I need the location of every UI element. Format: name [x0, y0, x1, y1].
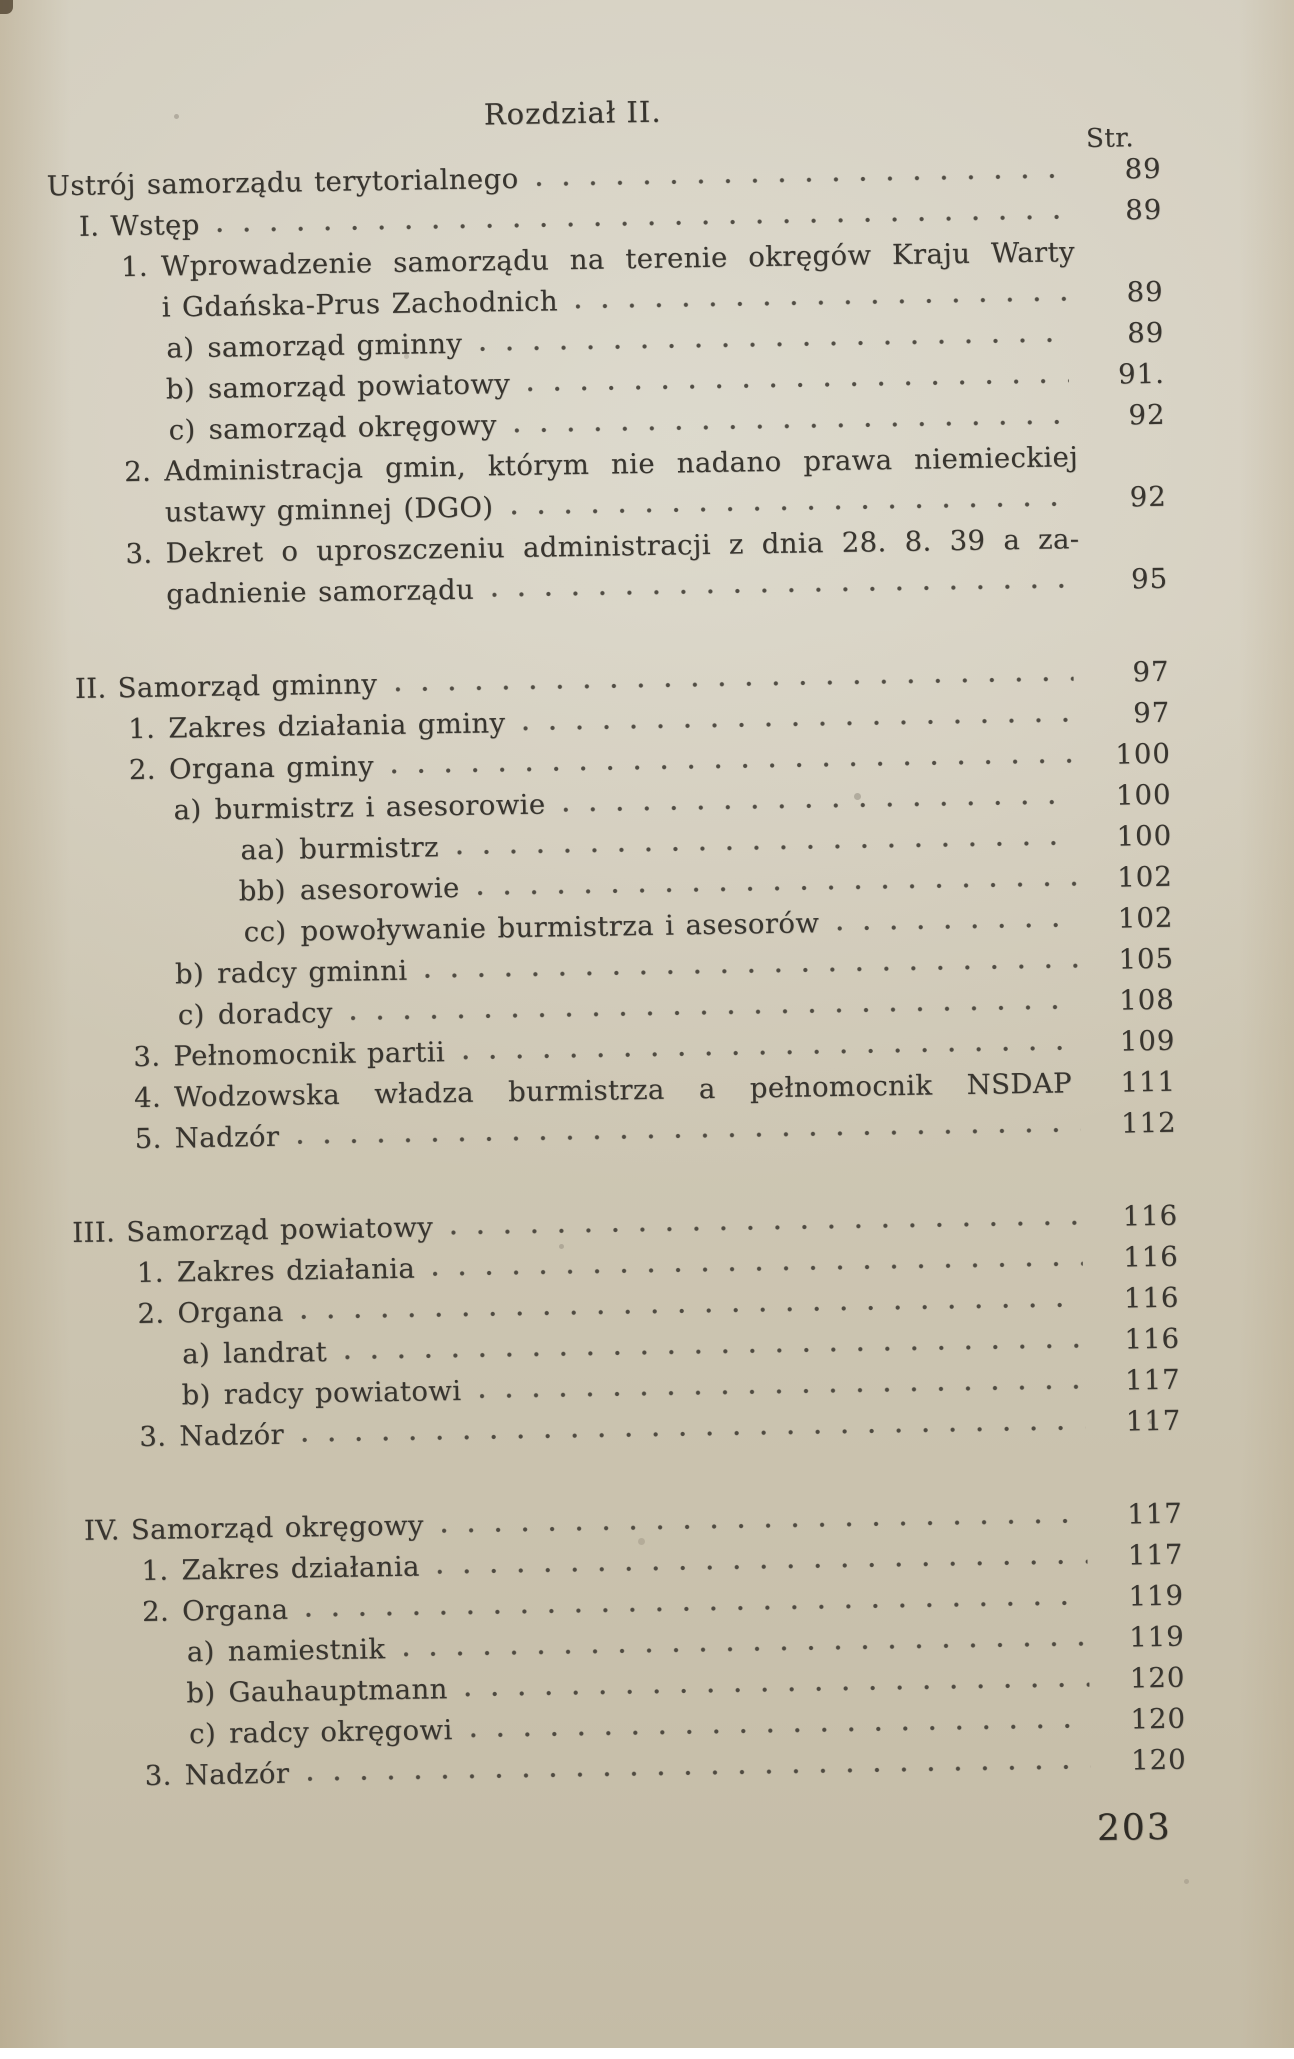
dot-leader	[451, 1219, 1082, 1236]
entry-page-number: 119	[1128, 1579, 1185, 1613]
dot-leader	[218, 213, 1067, 233]
dot-leader	[537, 172, 1066, 187]
entry-number: III.	[72, 1216, 116, 1250]
entry-page-number: 100	[1116, 819, 1173, 853]
entry-title: samorząd okręgowy	[208, 409, 498, 446]
entry-page-number: 92	[1128, 398, 1166, 432]
entry-title: ustawy gminnej (DGO)	[164, 491, 494, 529]
entry-page-number: 117	[1127, 1538, 1184, 1572]
table-of-contents	[46, 149, 1188, 1865]
entry-title: gadnienie samorządu	[165, 573, 475, 611]
dot-leader	[395, 675, 1073, 693]
entry-number: c)	[177, 998, 206, 1032]
entry-number: 3.	[133, 1040, 161, 1074]
entry-number: 3.	[144, 1759, 172, 1792]
entry-page-number: 89	[1124, 152, 1162, 186]
entry-title: Zakres działania	[181, 1550, 421, 1587]
entry-title: Nadzór	[174, 1120, 280, 1155]
entry-title: Samorząd okręgowy	[130, 1509, 425, 1547]
entry-title: samorząd gminny	[207, 327, 463, 364]
entry-page-number: 89	[1126, 275, 1164, 309]
entry-title: asesorowie	[299, 871, 460, 907]
entry-number: 2.	[141, 1595, 170, 1629]
entry-number: aa)	[240, 833, 286, 867]
entry-title: Zakres działania	[176, 1252, 416, 1289]
entry-title: namiestnik	[227, 1633, 386, 1668]
entry-number: b)	[165, 373, 196, 406]
entry-page-number: 116	[1122, 1199, 1179, 1233]
entry-number: 4.	[133, 1081, 162, 1115]
entry-title: burmistrz	[298, 831, 440, 866]
entry-page-number: 97	[1132, 655, 1170, 689]
dot-leader	[466, 1681, 1090, 1698]
entry-page-number: 119	[1128, 1620, 1185, 1654]
entry-number: 2.	[137, 1297, 165, 1331]
dot-leader	[492, 582, 1072, 598]
entry-number: c)	[188, 1717, 217, 1751]
dot-leader	[392, 757, 1075, 775]
dot-leader	[564, 798, 1076, 813]
entry-title: Wprowadzenie samorządu na terenie okręgów Kraju Warty	[160, 236, 1076, 283]
entry-number: I.	[78, 210, 100, 243]
entry-page-number: 97	[1132, 696, 1171, 730]
dot-leader	[478, 880, 1077, 896]
dot-leader	[306, 1599, 1088, 1618]
page-number-footer: 203	[1096, 1806, 1173, 1850]
entry-number: b)	[186, 1676, 216, 1710]
entry-page-number: 108	[1118, 983, 1175, 1017]
dot-leader	[523, 716, 1074, 732]
entry-number: 1.	[141, 1554, 169, 1588]
entry-number: c)	[168, 414, 196, 447]
entry-title: radcy gminni	[216, 954, 408, 990]
entry-title: landrat	[222, 1336, 328, 1370]
paper-specks	[0, 0, 3, 3]
entry-title: Gauhauptmann	[228, 1673, 448, 1709]
entry-page-number: 111	[1120, 1065, 1177, 1099]
entry-title: Zakres działania gminy	[168, 707, 506, 745]
entry-page-number: 89	[1126, 316, 1165, 350]
entry-page-number: 120	[1130, 1702, 1187, 1736]
entry-number: IV.	[83, 1514, 121, 1547]
dot-leader	[302, 1424, 1085, 1443]
entry-page-number: 100	[1115, 737, 1172, 771]
entry-number: 3.	[139, 1420, 167, 1454]
entry-page-number: 102	[1117, 901, 1174, 935]
entry-page-number: 116	[1124, 1322, 1181, 1356]
dot-leader	[837, 921, 1077, 932]
dot-leader	[511, 500, 1070, 516]
entry-title: radcy okręgowi	[228, 1714, 453, 1750]
entry-title: i Gdańska-Prus Zachodnich	[161, 285, 559, 324]
entry-title: Nadzór	[184, 1757, 290, 1792]
entry-title: Samorząd powiatowy	[125, 1211, 434, 1249]
dot-leader	[438, 1558, 1088, 1575]
entry-number: 1.	[136, 1256, 165, 1290]
dot-leader	[302, 1301, 1084, 1320]
entry-title: Wodzowska władza burmistrza a pełnomocnik NSDAP	[173, 1067, 1073, 1114]
toc-rows	[46, 149, 1186, 1798]
dot-leader	[576, 295, 1068, 310]
entry-page-number: 117	[1124, 1363, 1181, 1397]
entry-title: Wstęp	[110, 208, 200, 243]
entry-number: a)	[173, 793, 202, 827]
entry-page-number: 95	[1130, 562, 1169, 596]
chapter-heading: Rozdział II.	[483, 94, 662, 132]
entry-title: Pełnomocnik partii	[173, 1036, 446, 1073]
dot-leader	[345, 1342, 1084, 1361]
dot-leader	[457, 839, 1076, 856]
entry-title: doradcy	[217, 996, 334, 1031]
entry-page-number: 105	[1118, 942, 1175, 976]
entry-page-number: 117	[1125, 1404, 1182, 1438]
dot-leader	[403, 1640, 1088, 1658]
entry-number: 1.	[120, 250, 149, 284]
entry-page-number: 120	[1129, 1661, 1186, 1695]
dot-leader	[471, 1722, 1090, 1739]
dot-leader	[351, 1003, 1079, 1021]
entry-title: Organa	[177, 1295, 284, 1330]
entry-page-number: 116	[1123, 1281, 1180, 1315]
entry-title: Organa gminy	[168, 750, 375, 786]
entry-title: Samorząd gminny	[117, 668, 378, 705]
entry-number: a)	[166, 332, 195, 365]
dot-leader	[528, 377, 1069, 392]
entry-title: Dekret o uproszczeniu administracji z dnia 28. 8. 39 a za-	[165, 523, 1080, 570]
dot-leader	[442, 1517, 1087, 1534]
entry-page-number: 91.	[1117, 357, 1166, 391]
entry-page-number: 92	[1129, 480, 1168, 514]
entry-number: bb)	[238, 874, 287, 908]
entry-number: 1.	[128, 712, 156, 746]
entry-page-number: 112	[1120, 1106, 1177, 1140]
entry-number: b)	[181, 1378, 212, 1412]
entry-page-number: 100	[1115, 778, 1172, 812]
dot-leader	[480, 336, 1068, 352]
dot-leader	[463, 1044, 1079, 1061]
entry-page-number: 120	[1130, 1743, 1187, 1777]
entry-page-number: 102	[1117, 860, 1174, 894]
dot-leader	[307, 1763, 1090, 1782]
entry-number: 5.	[134, 1122, 162, 1156]
entry-title: Ustrój samorządu terytorialnego	[46, 162, 519, 203]
entry-title: burmistrz i asesorowie	[214, 788, 546, 826]
dot-leader	[425, 962, 1078, 979]
entry-title: Nadzór	[179, 1418, 285, 1453]
entry-number: a)	[186, 1635, 216, 1669]
dot-leader	[433, 1260, 1083, 1277]
entry-page-number: 109	[1119, 1024, 1176, 1058]
entry-title: Administracja gmin, którym nie nadano prawa niemieckiej	[164, 441, 1079, 488]
entry-number: 3.	[125, 537, 153, 571]
dot-leader	[479, 1383, 1084, 1400]
entry-page-number: 117	[1127, 1497, 1184, 1531]
entry-title: radcy powiatowi	[223, 1374, 462, 1411]
entry-number: 2.	[128, 753, 157, 787]
entry-title: powoływanie burmistrza i asesorów	[300, 907, 820, 948]
entry-number: II.	[74, 672, 107, 705]
entry-number: 2.	[123, 455, 152, 489]
entry-number: b)	[174, 957, 205, 991]
entry-number: cc)	[243, 915, 287, 949]
entry-title: samorząd powiatowy	[207, 368, 511, 405]
dot-leader	[297, 1126, 1080, 1145]
dot-leader	[515, 418, 1070, 434]
entry-page-number: 89	[1125, 193, 1163, 227]
entry-number: a)	[181, 1337, 211, 1371]
page-column-header: Str.	[1085, 123, 1135, 154]
entry-title: Organa	[181, 1593, 289, 1628]
entry-page-number: 116	[1122, 1240, 1179, 1274]
